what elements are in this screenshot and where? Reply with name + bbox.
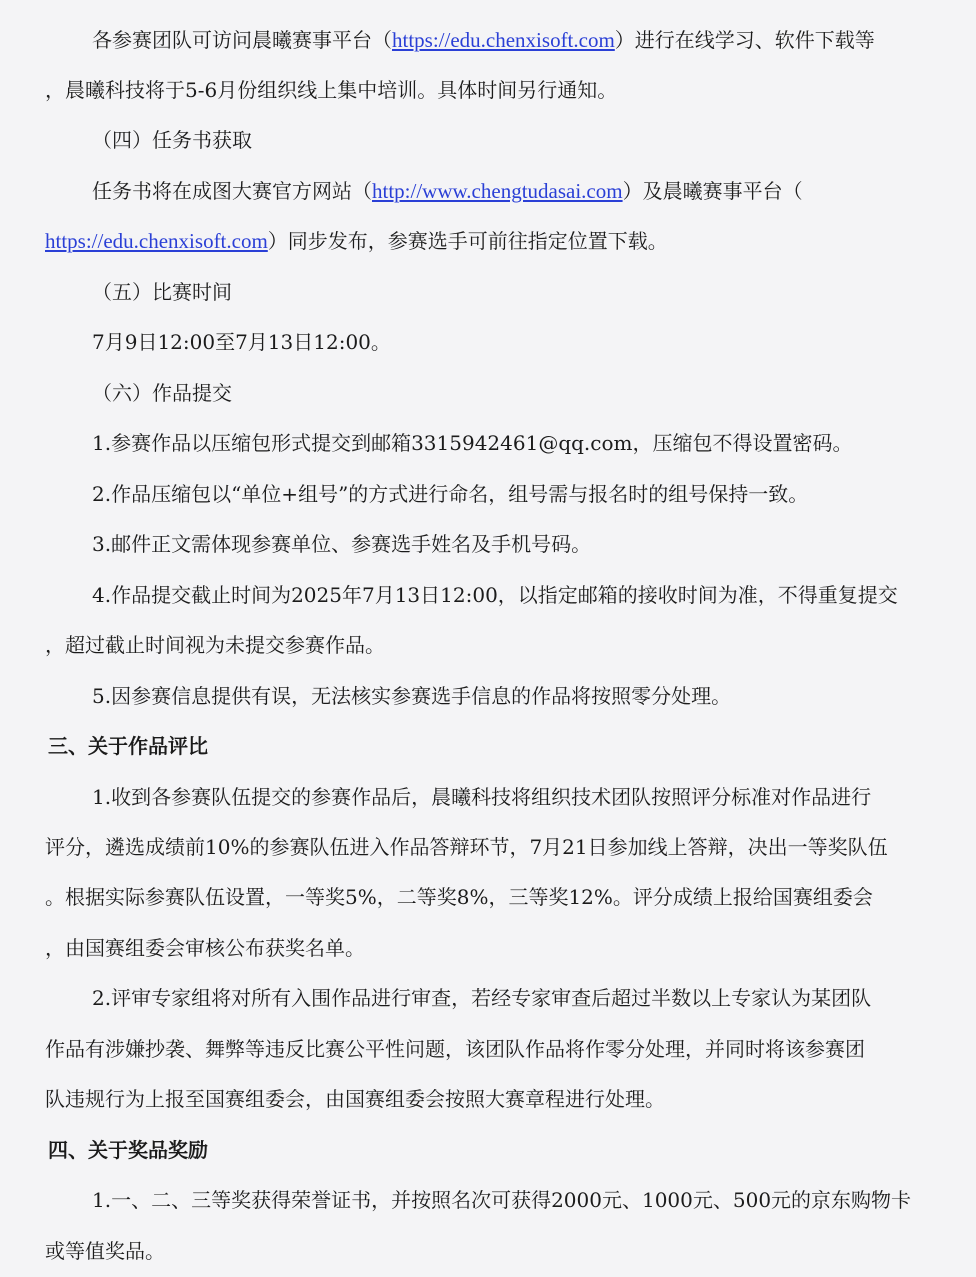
section-heading: 三、关于作品评比 bbox=[48, 734, 208, 758]
paragraph-line: 。根据实际参赛队伍设置，一等奖5%，二等奖8%，三等奖12%。评分成绩上报给国赛组委会 bbox=[45, 885, 873, 909]
chenxi-platform-link[interactable]: https://edu.chenxisoft.com bbox=[392, 28, 615, 52]
text-span: 各参赛团队可访问晨曦赛事平台（ bbox=[92, 28, 392, 52]
paragraph-line: 3.邮件正文需体现参赛单位、参赛选手姓名及手机号码。 bbox=[92, 532, 592, 556]
text-span: ）进行在线学习、软件下载等 bbox=[614, 28, 875, 52]
text-span: ）同步发布，参赛选手可前往指定位置下载。 bbox=[267, 229, 668, 253]
paragraph-line: 作品有涉嫌抄袭、舞弊等违反比赛公平性问题，该团队作品将作零分处理，并同时将该参赛团 bbox=[45, 1037, 865, 1061]
paragraph-line: ，晨曦科技将于5-6月份组织线上集中培训。具体时间另行通知。 bbox=[45, 78, 618, 102]
paragraph-line: 1.收到各参赛队伍提交的参赛作品后，晨曦科技将组织技术团队按照评分标准对作品进行 bbox=[92, 785, 872, 809]
paragraph-line: 7月9日12:00至7月13日12:00。 bbox=[92, 330, 391, 354]
section-heading: 四、关于奖品奖励 bbox=[48, 1138, 208, 1162]
section-subheading: （五）比赛时间 bbox=[92, 280, 232, 304]
paragraph-line bbox=[0, 20, 976, 60]
paragraph-line bbox=[0, 171, 976, 211]
paragraph-line: 2.评审专家组将对所有入围作品进行审查，若经专家审查后超过半数以上专家认为某团队 bbox=[92, 986, 872, 1010]
text-span: ）及晨曦赛事平台（ bbox=[622, 179, 803, 203]
paragraph-line: 1.一、二、三等奖获得荣誉证书，并按照名次可获得2000元、1000元、500元的京东购物卡 bbox=[92, 1188, 912, 1212]
paragraph-line: 2.作品压缩包以“单位+组号”的方式进行命名，组号需与报名时的组号保持一致。 bbox=[92, 482, 809, 506]
text-span: 任务书将在成图大赛官方网站（ bbox=[92, 179, 372, 203]
paragraph-line: 或等值奖品。 bbox=[45, 1239, 165, 1263]
chengtu-official-link[interactable]: http://www.chengtudasai.com bbox=[372, 179, 623, 203]
paragraph-line: ，由国赛组委会审核公布获奖名单。 bbox=[45, 936, 365, 960]
paragraph-line: 队违规行为上报至国赛组委会，由国赛组委会按照大赛章程进行处理。 bbox=[45, 1087, 665, 1111]
paragraph-line: ，超过截止时间视为未提交参赛作品。 bbox=[45, 633, 385, 657]
paragraph-line: 5.因参赛信息提供有误，无法核实参赛选手信息的作品将按照零分处理。 bbox=[92, 684, 732, 708]
paragraph-line bbox=[0, 221, 976, 261]
paragraph-line: 评分，遴选成绩前10%的参赛队伍进入作品答辩环节，7月21日参加线上答辩，决出一等奖队伍 bbox=[45, 835, 888, 859]
section-subheading: （六）作品提交 bbox=[92, 381, 232, 405]
chenxi-platform-link[interactable]: https://edu.chenxisoft.com bbox=[45, 229, 268, 253]
paragraph-line: 4.作品提交截止时间为2025年7月13日12:00，以指定邮箱的接收时间为准，不得重复提交 bbox=[92, 583, 898, 607]
paragraph-line: 1.参赛作品以压缩包形式提交到邮箱3315942461@qq.com，压缩包不得设置密码。 bbox=[92, 431, 853, 455]
section-subheading: （四）任务书获取 bbox=[92, 128, 252, 152]
